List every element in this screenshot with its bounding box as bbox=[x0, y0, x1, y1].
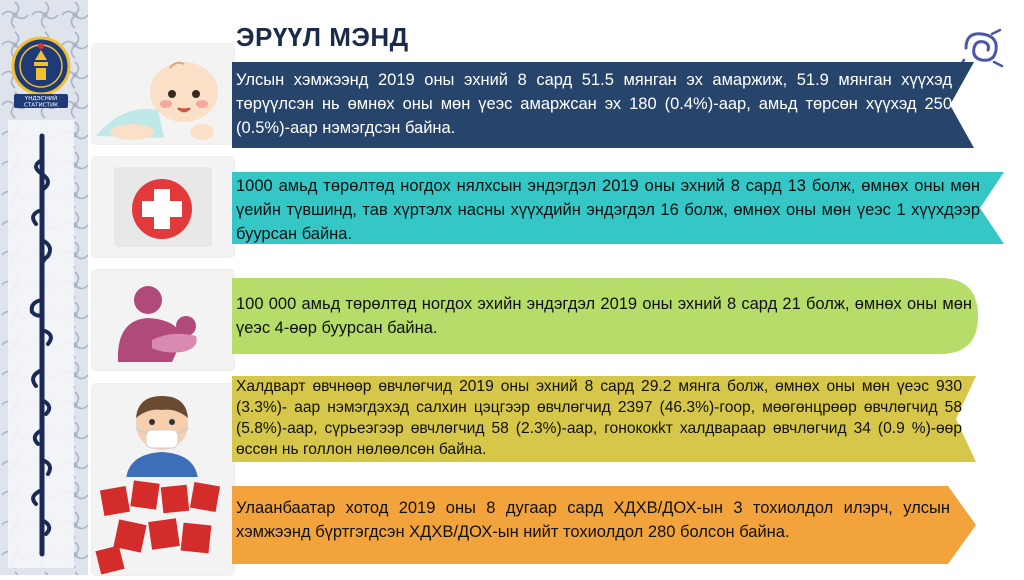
baby-icon bbox=[92, 44, 234, 144]
banner-infant-mortality bbox=[232, 172, 1004, 244]
banner-hiv-aids bbox=[232, 486, 976, 564]
banner-maternal-mortality bbox=[232, 278, 978, 354]
medical-cross-icon bbox=[92, 157, 234, 257]
mongolian-script bbox=[18, 130, 66, 560]
infectious-disease-text: Халдварт өвчнөөр өвчлөгчид 2019 оны эхний 8 сард 29.2 мянга болж, өмнөх оны мөн үеэс 930 (3.3%)- аар нэмэгдэхэд салхин цэцгээр өвчлөгчид 2397 (46.3%)-гоор, мөөгөнцрөөр өвчлөгчид 58 (5.8%)-аар, сүрьеэгээр өвчлөгчид 58 (2.3%)-аар, гонококkт халдвараар өвчлөгчид 34 (0.9 %)-өөр өссөн нь голлон нөлөөлсөн байна. bbox=[236, 378, 962, 458]
banner-birth bbox=[232, 62, 974, 148]
logo-text-2: СТАТИСТИК bbox=[23, 102, 59, 109]
masked-person-icon bbox=[92, 384, 234, 484]
medical-icon-box bbox=[92, 157, 234, 257]
maternal-mortality-text: 100 000 амьд төрөлтөд ногдох эхийн эндэгдэл 2019 оны эхний 8 сард 21 болж, өмнөх оны мөн үеэс 4-өөр буурсан байна. bbox=[236, 295, 972, 337]
national-statistics-logo bbox=[6, 34, 76, 110]
breastfeeding-mother-icon bbox=[92, 270, 234, 370]
birth-text: Улсын хэмжээнд 2019 оны эхний 8 сард 51.5 мянган эх амаржиж, 51.9 мянган хүүхэд төрүүлсэн нь өмнөх оны мөн үеэс амаржсан эх 180 (0.4%)-аар, амьд төрсөн хүүхэд 250 (0.5%)-аар нэмэгдсэн байна. bbox=[236, 71, 952, 137]
logo-text-1: ҮНДЭСНИЙ bbox=[24, 96, 58, 102]
infant-mortality-text: 1000 амьд төрөлтөд ногдох нялхсын эндэгдэл 2019 оны эхний 8 сард 13 болж, өмнөх оны мөн үеийн түвшинд, тав хүртэлх насны хүүхдийн эндэгдэл 16 болж, өмнөх оны мөн үеэс 1 хүүхдээр буурсан байна. bbox=[236, 177, 980, 243]
page-title: ЭРҮҮЛ МЭНД bbox=[236, 22, 409, 52]
disease-icon-box bbox=[92, 384, 234, 484]
mother-icon-box bbox=[92, 270, 234, 370]
aids-icon-box bbox=[92, 478, 234, 575]
aids-blocks-icon bbox=[92, 478, 234, 575]
hiv-aids-text: Улаанбаатар хотод 2019 оны 8 дугаар сард ХДХВ/ДОХ-ын 3 тохиолдол илэрч, улсын хэмжээнд бүртгэгдсэн ХДХВ/ДОХ-ын нийт тохиолдол 280 болсон байна. bbox=[236, 499, 950, 541]
baby-icon-box bbox=[92, 44, 234, 144]
banner-infectious-disease bbox=[232, 376, 976, 462]
sidebar bbox=[0, 0, 88, 575]
